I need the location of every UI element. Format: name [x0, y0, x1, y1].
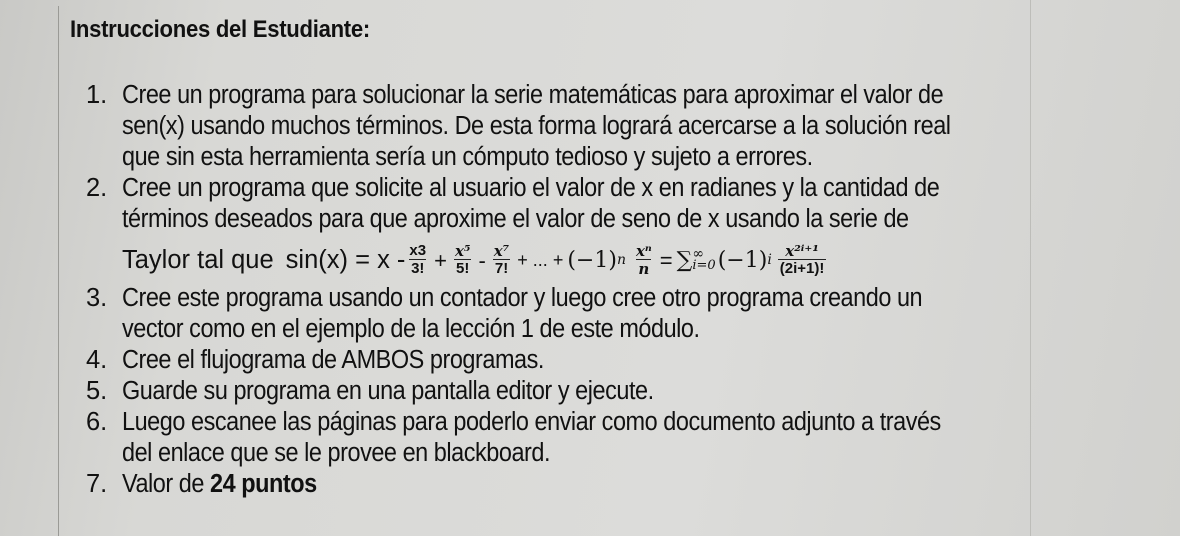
- minus-sign: -: [478, 247, 486, 273]
- fraction-numerator: x⁷: [493, 241, 510, 260]
- plus-sign: +: [434, 247, 447, 273]
- item-line: Cree un programa para solucionar la serie matemáticas para aproximar el valor de: [122, 81, 944, 109]
- fraction-denominator: 7!: [494, 259, 509, 277]
- fraction-denominator: 3!: [411, 259, 425, 277]
- value-label: Valor de: [122, 470, 204, 498]
- sum-lower-limit: i=0: [692, 258, 716, 273]
- fraction-general-term: [778, 243, 827, 278]
- item-number: 5.: [86, 377, 108, 405]
- item-line: que sin esta herramienta sería un cómputo tedioso y sujeto a errores.: [122, 143, 813, 171]
- fraction-term-2: [453, 243, 473, 278]
- list-item-6: [80, 407, 1020, 469]
- fraction-term-3: [492, 243, 512, 278]
- page-title: Instrucciones del Estudiante:: [70, 16, 370, 43]
- ellipsis-terms: + ... +: [517, 249, 564, 270]
- item-number: 3.: [86, 284, 108, 312]
- fraction-denominator: n: [638, 259, 650, 278]
- item-line: sen(x) usando muchos términos. De esta forma logrará acercarse a la solución real: [122, 112, 951, 140]
- list-item-7: [80, 469, 1020, 500]
- list-item-5: [80, 376, 1020, 407]
- item-number: 7.: [86, 470, 108, 498]
- sum-upper-limit: ∞: [692, 246, 705, 262]
- fraction-term-1: [407, 243, 428, 278]
- item-line: Cree un programa que solicite al usuario el valor de x en radianes y la cantidad de: [122, 174, 940, 202]
- fraction-term-n: [634, 243, 654, 278]
- item-line: términos deseados para que aproxime el valor de seno de x usando la serie de: [122, 205, 909, 233]
- item-line: Cree este programa usando un contador y luego cree otro programa creando un: [122, 284, 923, 312]
- fraction-numerator: x3: [409, 241, 427, 259]
- formula-lhs: sin(x) = x -: [285, 245, 406, 274]
- value-points: 24 puntos: [210, 470, 317, 498]
- box-border-right: [1030, 0, 1031, 536]
- list-item-2: [80, 173, 1020, 283]
- item-line: vector como en el ejemplo de la lección 1 de este módulo.: [122, 315, 700, 343]
- negative-one: (−1): [717, 247, 768, 273]
- fraction-numerator: xⁿ: [635, 241, 652, 260]
- fraction-numerator: x²ⁱ⁺¹: [785, 241, 819, 260]
- equals-sign: =: [659, 247, 673, 273]
- item-number: 6.: [86, 408, 108, 436]
- instructions-list: [80, 80, 1020, 500]
- list-item-3: [80, 283, 1020, 345]
- sum-limits: [692, 248, 715, 272]
- box-border-left: [58, 6, 59, 536]
- item-line: [122, 469, 948, 500]
- fraction-denominator: (2i+1)!: [779, 259, 825, 277]
- taylor-formula: Taylor tal que sin(x) = x - $\frac{x3}{3!}$ + $\frac{\text{x⁵}}{5!}$ - $\frac{\text{x⁷}}{7!}$ + ... + (−1) n $\frac{\text{xⁿ}}{n}$ = ∑ ∞ i=0 (−1) i $\frac{\text{x²ⁱ⁺¹}}{(2i+1)!}$: [122, 241, 825, 278]
- list-item-4: [80, 345, 1020, 376]
- item-number: 2.: [86, 174, 108, 202]
- negative-one: (−1): [567, 247, 617, 273]
- fraction-numerator: x⁵: [454, 241, 471, 260]
- item-line: Cree el flujograma de AMBOS programas.: [122, 346, 544, 374]
- list-item-1: [80, 80, 1020, 173]
- sigma-symbol: ∑: [676, 247, 693, 273]
- item-line: Guarde su programa en una pantalla editor y ejecute.: [122, 377, 654, 405]
- item-line: del enlace que se le provee en blackboard.: [122, 439, 551, 467]
- item-line: Luego escanee las páginas para poderlo enviar como documento adjunto a través: [122, 408, 941, 436]
- formula-prefix: Taylor tal que: [122, 245, 274, 274]
- item-number: 4.: [86, 346, 108, 374]
- item-number: 1.: [86, 81, 108, 109]
- fraction-denominator: 5!: [456, 259, 470, 277]
